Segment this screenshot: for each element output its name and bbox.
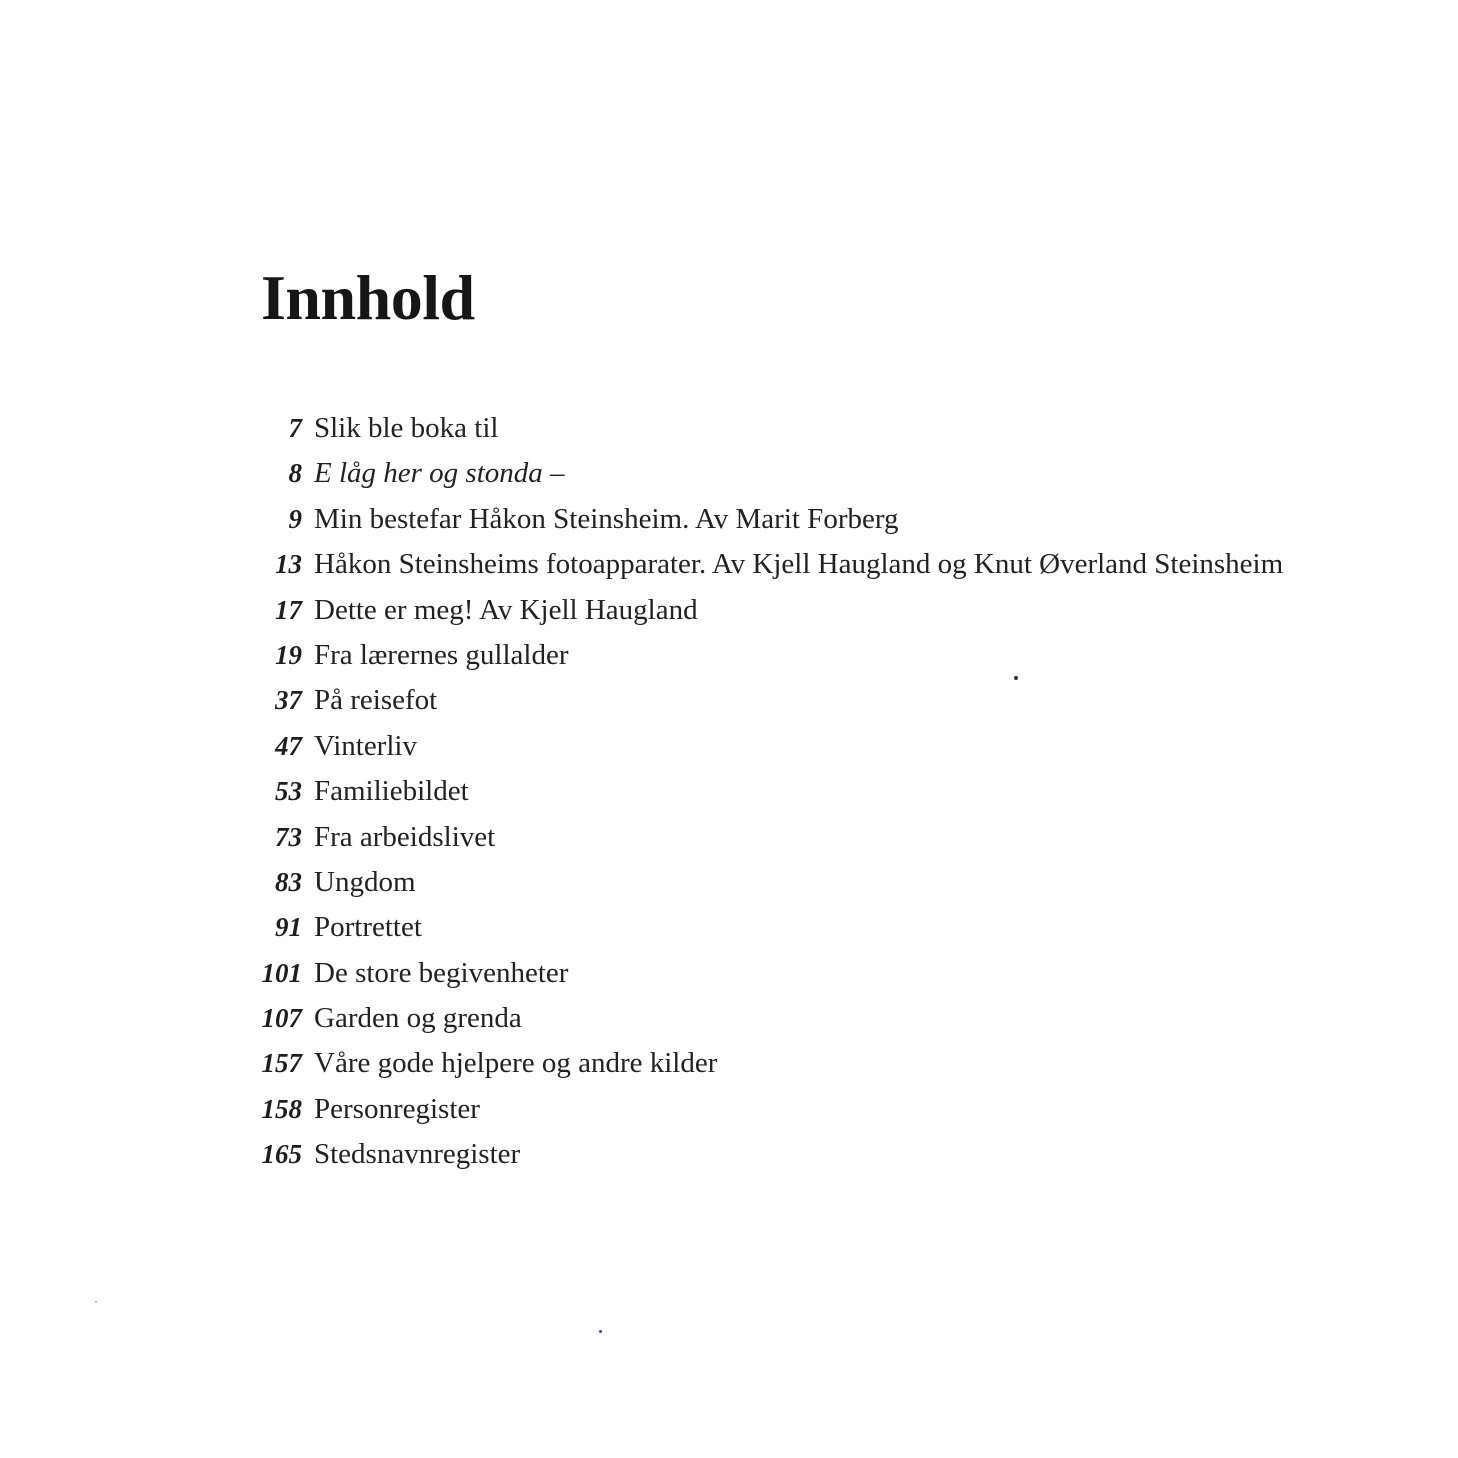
toc-page-number: 53 bbox=[275, 776, 302, 807]
toc-title: Fra arbeidslivet bbox=[314, 820, 496, 853]
toc-entry bbox=[250, 639, 1283, 684]
table-of-contents bbox=[250, 412, 1283, 1184]
toc-title: Håkon Steinsheims fotoapparater. Av Kjell Haugland og Knut Øverland Steinsheim bbox=[314, 548, 1284, 581]
toc-title: Personregister bbox=[314, 1092, 480, 1125]
toc-title: Vinterliv bbox=[314, 729, 417, 762]
toc-page-number: 13 bbox=[275, 549, 302, 580]
toc-title: På reisefot bbox=[314, 684, 438, 717]
toc-entry bbox=[250, 1047, 1283, 1092]
toc-entry bbox=[250, 412, 1283, 457]
toc-entry bbox=[250, 821, 1283, 866]
toc-title: Portrettet bbox=[314, 911, 422, 944]
toc-page-number: 17 bbox=[275, 594, 302, 625]
scan-speck bbox=[95, 1301, 97, 1303]
toc-entry bbox=[250, 866, 1283, 911]
toc-entry bbox=[250, 957, 1283, 1002]
toc-title: Stedsnavnregister bbox=[314, 1138, 521, 1171]
toc-entry bbox=[250, 594, 1283, 639]
toc-title: E låg her og stonda – bbox=[314, 457, 565, 490]
toc-page-number: 157 bbox=[261, 1048, 302, 1079]
toc-entry bbox=[250, 775, 1283, 820]
toc-title: Fra lærernes gullalder bbox=[314, 638, 569, 671]
scan-speck bbox=[1014, 676, 1018, 680]
toc-page-number: 19 bbox=[275, 639, 302, 670]
toc-entry bbox=[250, 1093, 1283, 1138]
toc-entry bbox=[250, 684, 1283, 729]
toc-title: Ungdom bbox=[314, 865, 416, 898]
toc-entry bbox=[250, 457, 1283, 502]
toc-title: Min bestefar Håkon Steinsheim. Av Marit Forberg bbox=[314, 502, 899, 535]
toc-entry bbox=[250, 730, 1283, 775]
toc-page-number: 9 bbox=[288, 503, 302, 534]
toc-entry bbox=[250, 1138, 1283, 1183]
toc-page-number: 8 bbox=[288, 458, 302, 489]
toc-page-number: 47 bbox=[275, 730, 302, 761]
toc-title: De store begivenheter bbox=[314, 956, 569, 989]
toc-title: Våre gode hjelpere og andre kilder bbox=[314, 1047, 718, 1080]
toc-title: Dette er meg! Av Kjell Haugland bbox=[314, 593, 698, 626]
toc-entry bbox=[250, 1002, 1283, 1047]
toc-page-number: 101 bbox=[261, 957, 302, 988]
toc-entry bbox=[250, 911, 1283, 956]
toc-title: Slik ble boka til bbox=[314, 412, 499, 444]
toc-title: Familiebildet bbox=[314, 775, 469, 808]
toc-entry bbox=[250, 503, 1283, 548]
toc-page-number: 83 bbox=[275, 866, 302, 897]
scan-speck bbox=[599, 1330, 602, 1333]
page-title: Innhold bbox=[261, 262, 475, 333]
toc-page-number: 91 bbox=[275, 912, 302, 943]
toc-page-number: 37 bbox=[275, 685, 302, 716]
toc-page-number: 73 bbox=[275, 821, 302, 852]
toc-title: Garden og grenda bbox=[314, 1002, 522, 1035]
toc-page-number: 158 bbox=[261, 1093, 302, 1124]
toc-entry bbox=[250, 548, 1283, 593]
toc-page-number: 165 bbox=[261, 1139, 302, 1170]
toc-page-number: 107 bbox=[261, 1003, 302, 1034]
toc-page-number: 7 bbox=[288, 413, 302, 443]
